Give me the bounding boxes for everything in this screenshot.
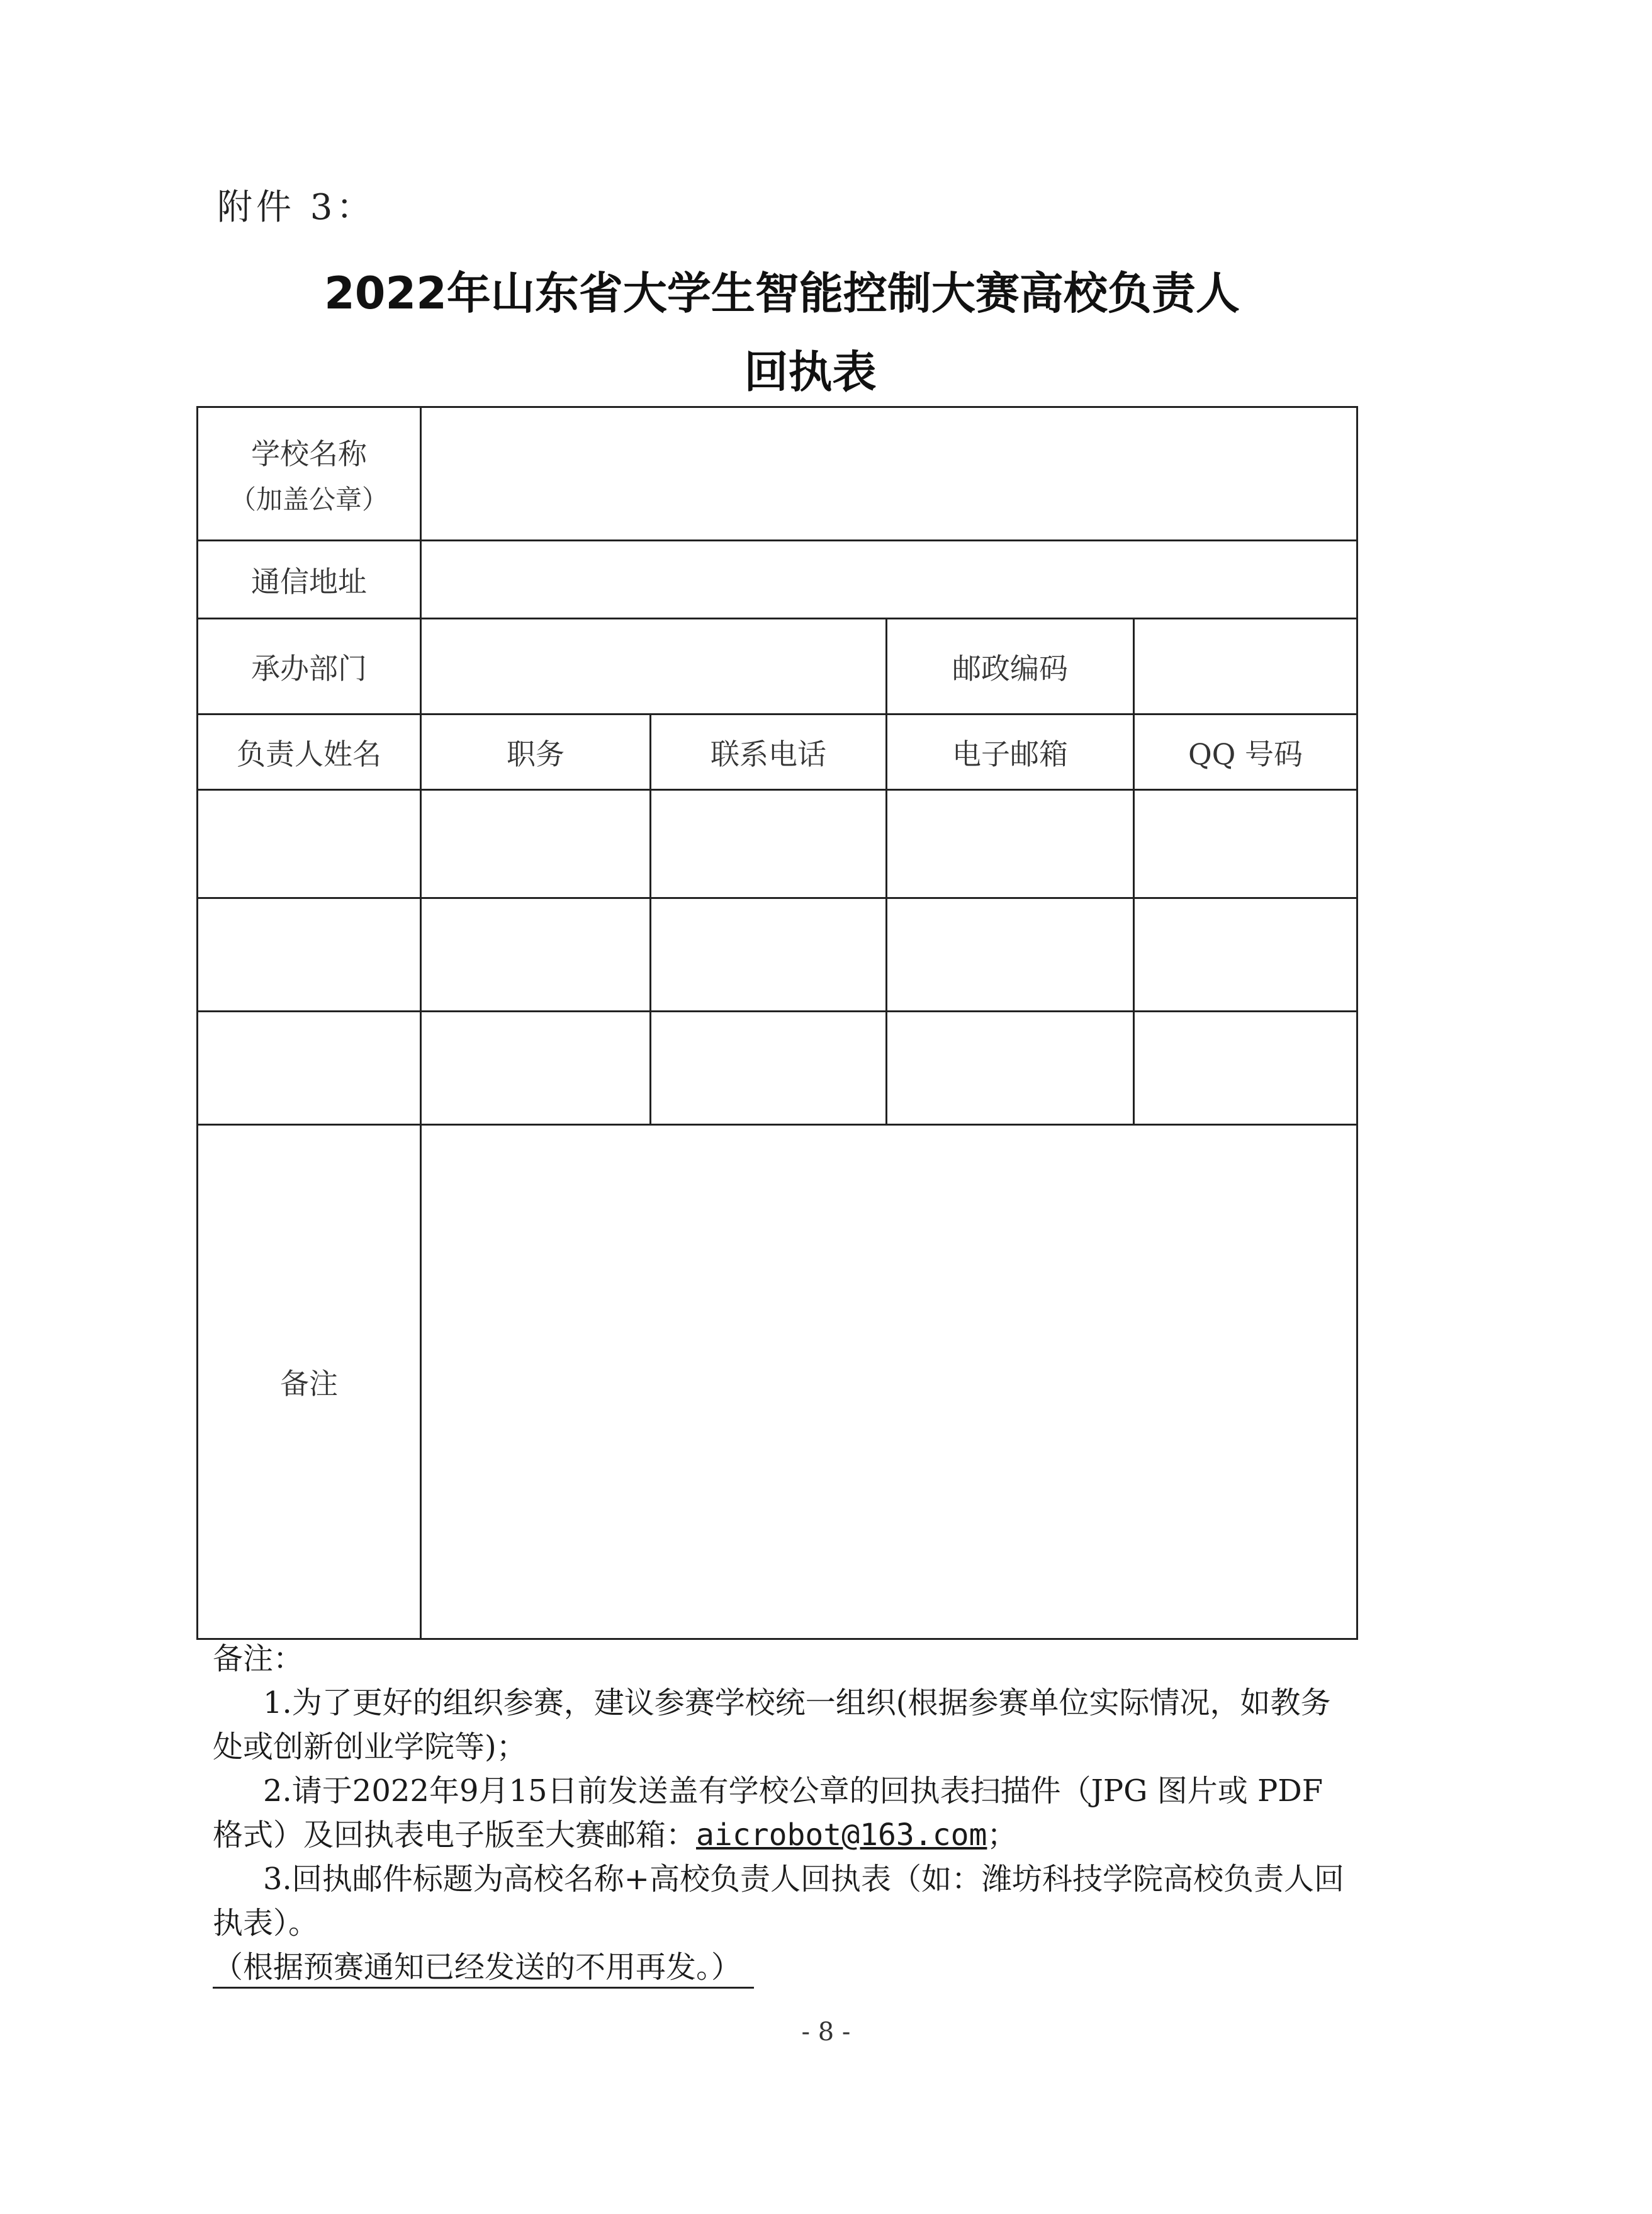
- qq-field[interactable]: [1134, 898, 1357, 1012]
- contact-name-field[interactable]: [198, 898, 421, 1012]
- header-contact-name: 负责人姓名: [198, 714, 421, 790]
- header-phone: 联系电话: [651, 714, 887, 790]
- attachment-label: 附件 3：: [217, 187, 376, 228]
- document-title-line1: 2022年山东省大学生智能控制大赛高校负责人: [324, 268, 1240, 319]
- email-field[interactable]: [887, 1012, 1134, 1125]
- school-name-row: [198, 407, 1357, 541]
- note-item-3: 3.回执邮件标题为高校名称+高校负责人回执表（如：潍坊科技学院高校负责人回执表）。: [213, 1861, 1345, 1941]
- contest-email-link[interactable]: aicrobot@163.com: [696, 1817, 987, 1853]
- remarks-row: [198, 1125, 1357, 1639]
- qq-field[interactable]: [1134, 790, 1357, 898]
- department-row: [198, 619, 1357, 714]
- header-position: 职务: [421, 714, 651, 790]
- qq-field[interactable]: [1134, 1012, 1357, 1125]
- table-row: [198, 1012, 1357, 1125]
- header-qq: QQ 号码: [1134, 714, 1357, 790]
- address-field[interactable]: [421, 541, 1357, 619]
- address-row: [198, 541, 1357, 619]
- table-row: [198, 790, 1357, 898]
- note-item-2: [213, 1769, 1346, 1857]
- note-final-wrapper: [213, 1945, 1346, 1989]
- note-item-2-suffix: ；: [987, 1817, 1018, 1853]
- phone-field[interactable]: [651, 898, 887, 1012]
- postcode-label: 邮政编码: [887, 619, 1134, 714]
- note-item-1: 1.为了更好的组织参赛，建议参赛学校统一组织(根据参赛单位实际情况，如教务处或创新创业学院等)；: [213, 1685, 1331, 1765]
- department-field[interactable]: [421, 619, 887, 714]
- position-field[interactable]: [421, 1012, 651, 1125]
- receipt-form-table: [196, 406, 1358, 1640]
- note-item-2-text: 2.请于2022年9月15日前发送盖有学校公章的回执表扫描件（JPG 图片或 PDF格式）及回执表电子版至大赛邮箱：: [213, 1773, 1323, 1853]
- remarks-field[interactable]: [421, 1125, 1357, 1639]
- header-email: 电子邮箱: [887, 714, 1134, 790]
- school-name-label-cell: [198, 407, 421, 541]
- document-title-line2: 回执表: [744, 346, 877, 398]
- school-name-sub-label: （加盖公章）: [229, 483, 388, 515]
- contact-name-field[interactable]: [198, 1012, 421, 1125]
- postcode-field[interactable]: [1134, 619, 1357, 714]
- phone-field[interactable]: [651, 790, 887, 898]
- column-header-row: [198, 714, 1357, 790]
- notes-heading: 备注：: [213, 1641, 304, 1676]
- position-field[interactable]: [421, 790, 651, 898]
- phone-field[interactable]: [651, 1012, 887, 1125]
- department-label: 承办部门: [198, 619, 421, 714]
- note-final: （根据预赛通知已经发送的不用再发。）: [213, 1948, 754, 1989]
- remarks-label: 备注: [198, 1125, 421, 1639]
- email-field[interactable]: [887, 898, 1134, 1012]
- notes-section: [213, 1637, 1346, 1989]
- position-field[interactable]: [421, 898, 651, 1012]
- school-name-field[interactable]: [421, 407, 1357, 541]
- table-row: [198, 898, 1357, 1012]
- contact-name-field[interactable]: [198, 790, 421, 898]
- page-number: - 8 -: [801, 2018, 851, 2047]
- email-field[interactable]: [887, 790, 1134, 898]
- address-label: 通信地址: [198, 541, 421, 619]
- school-name-label: 学校名称: [251, 436, 367, 471]
